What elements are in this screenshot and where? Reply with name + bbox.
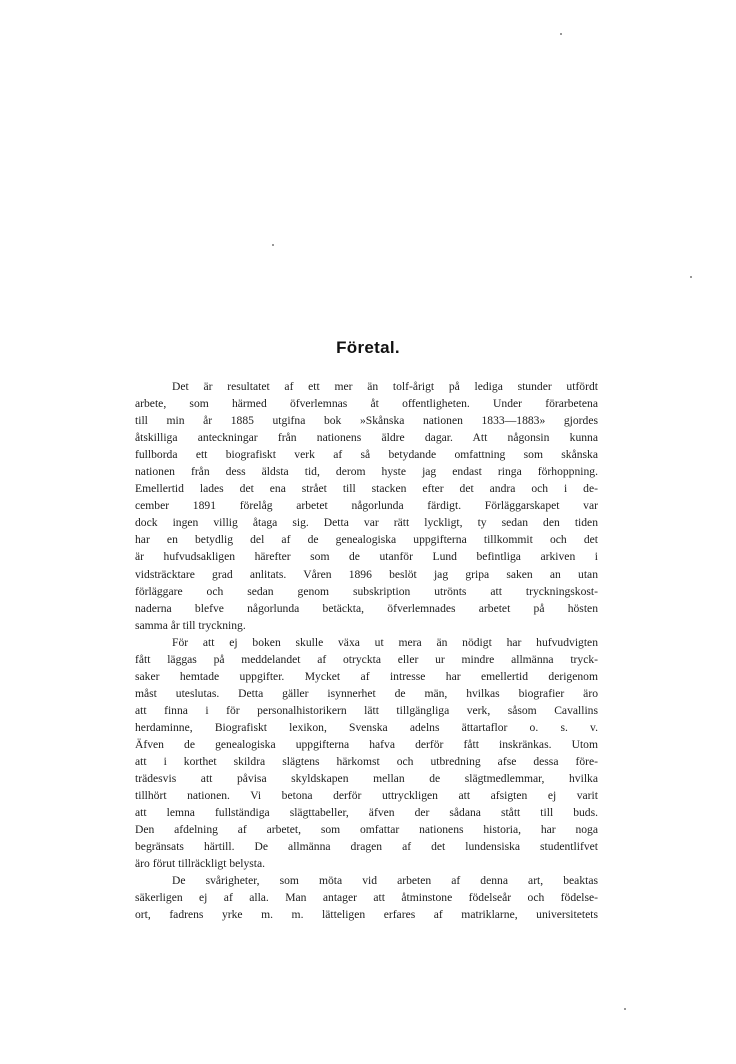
text-line: De svårigheter, som möta vid arbeten af denna art, beaktas [172, 874, 598, 888]
text-line: nationen från dess äldsta tid, derom hyste jag endast ringa förhoppning. [135, 465, 598, 479]
text-line: fått läggas på meddelandet af otryckta eller ur mindre allmänna tryck- [135, 652, 598, 666]
text-line: begränsats härtill. De allmänna dragen af det lundensiska studentlifvet [135, 840, 598, 854]
text-line: tillhört nationen. Vi betona derför uttryckligen att afsigten ej varit [135, 789, 598, 803]
text-line: För att ej boken skulle växa ut mera än nödigt har hufvudvigten [172, 635, 598, 649]
text-line: äro förut tillräckligt belysta. [135, 857, 266, 871]
paper-speck [272, 244, 274, 246]
text-line: är hufvudsakligen härefter som de utanför Lund befintliga arkiven i [135, 550, 598, 564]
text-line: arbete, som härmed öfverlemnas åt offentligheten. Under förarbetena [135, 397, 598, 411]
text-line: till min år 1885 utgifna bok »Skånska nationen 1833—1883» gjordes [135, 414, 598, 428]
text-line: åtskilliga anteckningar från nationens äldre dagar. Att någonsin kunna [135, 431, 598, 445]
text-line: vidsträcktare grad anlitats. Våren 1896 beslöt jag gripa saken an utan [135, 567, 598, 581]
page-title: Företal. [336, 338, 400, 357]
text-line: cember 1891 förelåg arbetet någorlunda färdigt. Förläggarskapet var [135, 499, 598, 513]
text-line: ort, fadrens yrke m. m. lätteligen erfares af matriklarne, universitetets [135, 908, 598, 922]
text-line: att lemna fullständiga slägttabeller, äfven der sådana stått till buds. [135, 806, 598, 820]
text-line: säkerligen ej af alla. Man antager att åtminstone födelseår och födelse- [135, 891, 598, 905]
text-line: trädesvis att påvisa skyldskapen mellan de slägtmedlemmar, hvilka [135, 772, 598, 786]
text-line: måst uteslutas. Detta gäller isynnerhet de män, hvilkas biografier äro [135, 686, 598, 700]
paper-speck [624, 1008, 626, 1010]
text-line: förläggare och sedan genom subskription utrönts att tryckningskost- [135, 584, 598, 598]
text-line: saker hemtade uppgifter. Mycket af intresse har emellertid derigenom [135, 669, 598, 683]
paragraph [135, 378, 598, 634]
text-line: herdaminne, Biografiskt lexikon, Svenska adelns ättartaflor o. s. v. [135, 720, 598, 734]
text-line: Den afdelning af arbetet, som omfattar nationens historia, har noga [135, 823, 598, 837]
text-line: Emellertid lades det ena strået till stacken efter det andra och i de- [135, 482, 598, 496]
text-line: samma år till tryckning. [135, 618, 246, 632]
text-line: naderna blefve någorlunda betäckta, öfverlemnades arbetet på hösten [135, 601, 598, 615]
text-line: Det är resultatet af ett mer än tolf-årigt på lediga stunder utfördt [172, 380, 598, 393]
text-line: Äfven de genealogiska uppgifterna hafva derför fått inskränkas. Utom [135, 737, 598, 751]
text-line: har en betydlig del af de genealogiska uppgifterna tillkommit och det [135, 533, 598, 547]
paragraph [135, 872, 598, 923]
preface-text [135, 378, 598, 924]
text-line: att i korthet skildra slägtens härkomst och utbredning afse dessa före- [135, 755, 598, 769]
text-line: dock ingen villig åtaga sig. Detta var rätt lyckligt, ty sedan den tiden [135, 516, 598, 530]
paragraph [135, 634, 598, 873]
text-line: fullborda ett biografiskt verk af så betydande omfattning som skånska [135, 448, 598, 462]
text-line: att finna i för personalhistorikern lätt tillgängliga verk, såsom Cavallins [135, 703, 598, 717]
paper-speck [560, 33, 562, 35]
paper-speck [690, 276, 692, 278]
